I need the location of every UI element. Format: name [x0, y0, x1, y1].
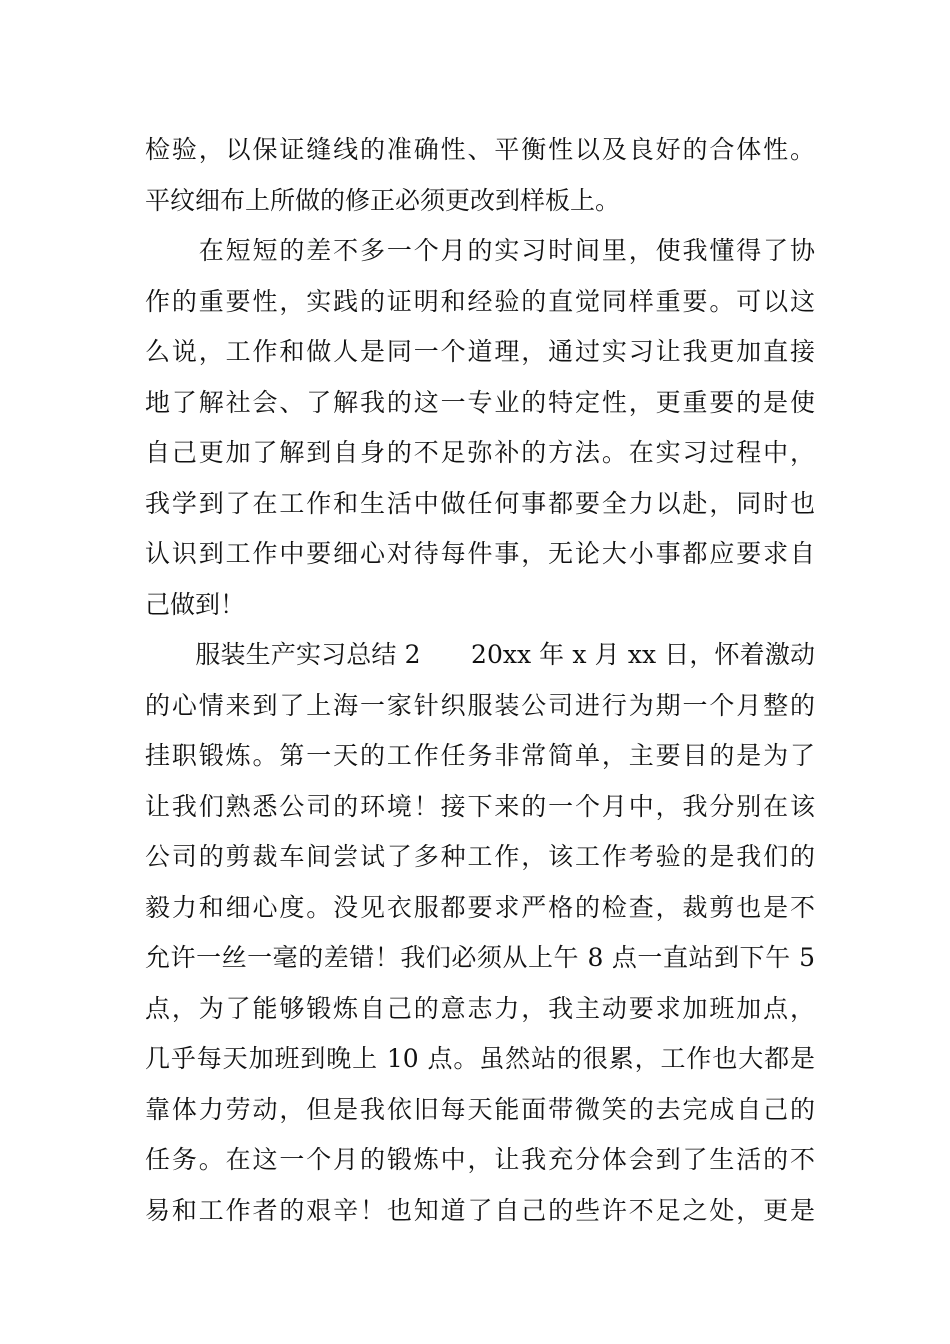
text-line: 我学到了在工作和生活中做任何事都要全力以赴，同时也 [145, 488, 815, 518]
text-line: 自己更加了解到自身的不足弥补的方法。在实习过程中， [145, 438, 815, 467]
text-line: 在短短的差不多一个月的实习时间里，使我懂得了协 [145, 236, 815, 265]
text-line: 易和工作者的艰辛！也知道了自己的些许不足之处，更是 [145, 1195, 815, 1225]
text-line: 挂职锻炼。第一天的工作任务非常简单，主要目的是为了 [145, 741, 815, 770]
text-line: 检验，以保证缝线的准确性、平衡性以及良好的合体性。 [145, 135, 815, 164]
text-line: 让我们熟悉公司的环境！接下来的一个月中，我分别在该 [145, 791, 815, 821]
text-line: 毅力和细心度。没见衣服都要求严格的检查，裁剪也是不 [145, 892, 815, 922]
text-line: 靠体力劳动，但是我依旧每天能面带微笑的去完成自己的 [145, 1094, 815, 1124]
body-text [145, 125, 815, 1236]
text-line: 认识到工作中要细心对待每件事，无论大小事都应要求自 [145, 539, 815, 568]
text-line: 平纹细布上所做的修正必须更改到样板上。 [145, 185, 621, 215]
text-line: 点，为了能够锻炼自己的意志力，我主动要求加班加点， [145, 993, 815, 1023]
text-line: 服装生产实习总结 2 20xx 年 x 月 xx 日，怀着激动 [145, 640, 815, 669]
text-line: 公司的剪裁车间尝试了多种工作，该工作考验的是我们的 [145, 842, 815, 871]
text-line: 任务。在这一个月的锻炼中，让我充分体会到了生活的不 [145, 1145, 815, 1174]
text-line: 地了解社会、了解我的这一专业的特定性，更重要的是使 [145, 387, 815, 417]
text-line: 么说，工作和做人是同一个道理，通过实习让我更加直接 [145, 337, 815, 366]
text-line: 的心情来到了上海一家针织服装公司进行为期一个月整的 [145, 690, 815, 720]
text-line: 几乎每天加班到晚上 10 点。虽然站的很累，工作也大都是 [145, 1044, 815, 1073]
text-line: 己做到！ [145, 589, 246, 619]
text-line: 作的重要性，实践的证明和经验的直觉同样重要。可以这 [145, 286, 815, 316]
text-line: 允许一丝一毫的差错！我们必须从上午 8 点一直站到下午 5 [145, 943, 815, 972]
